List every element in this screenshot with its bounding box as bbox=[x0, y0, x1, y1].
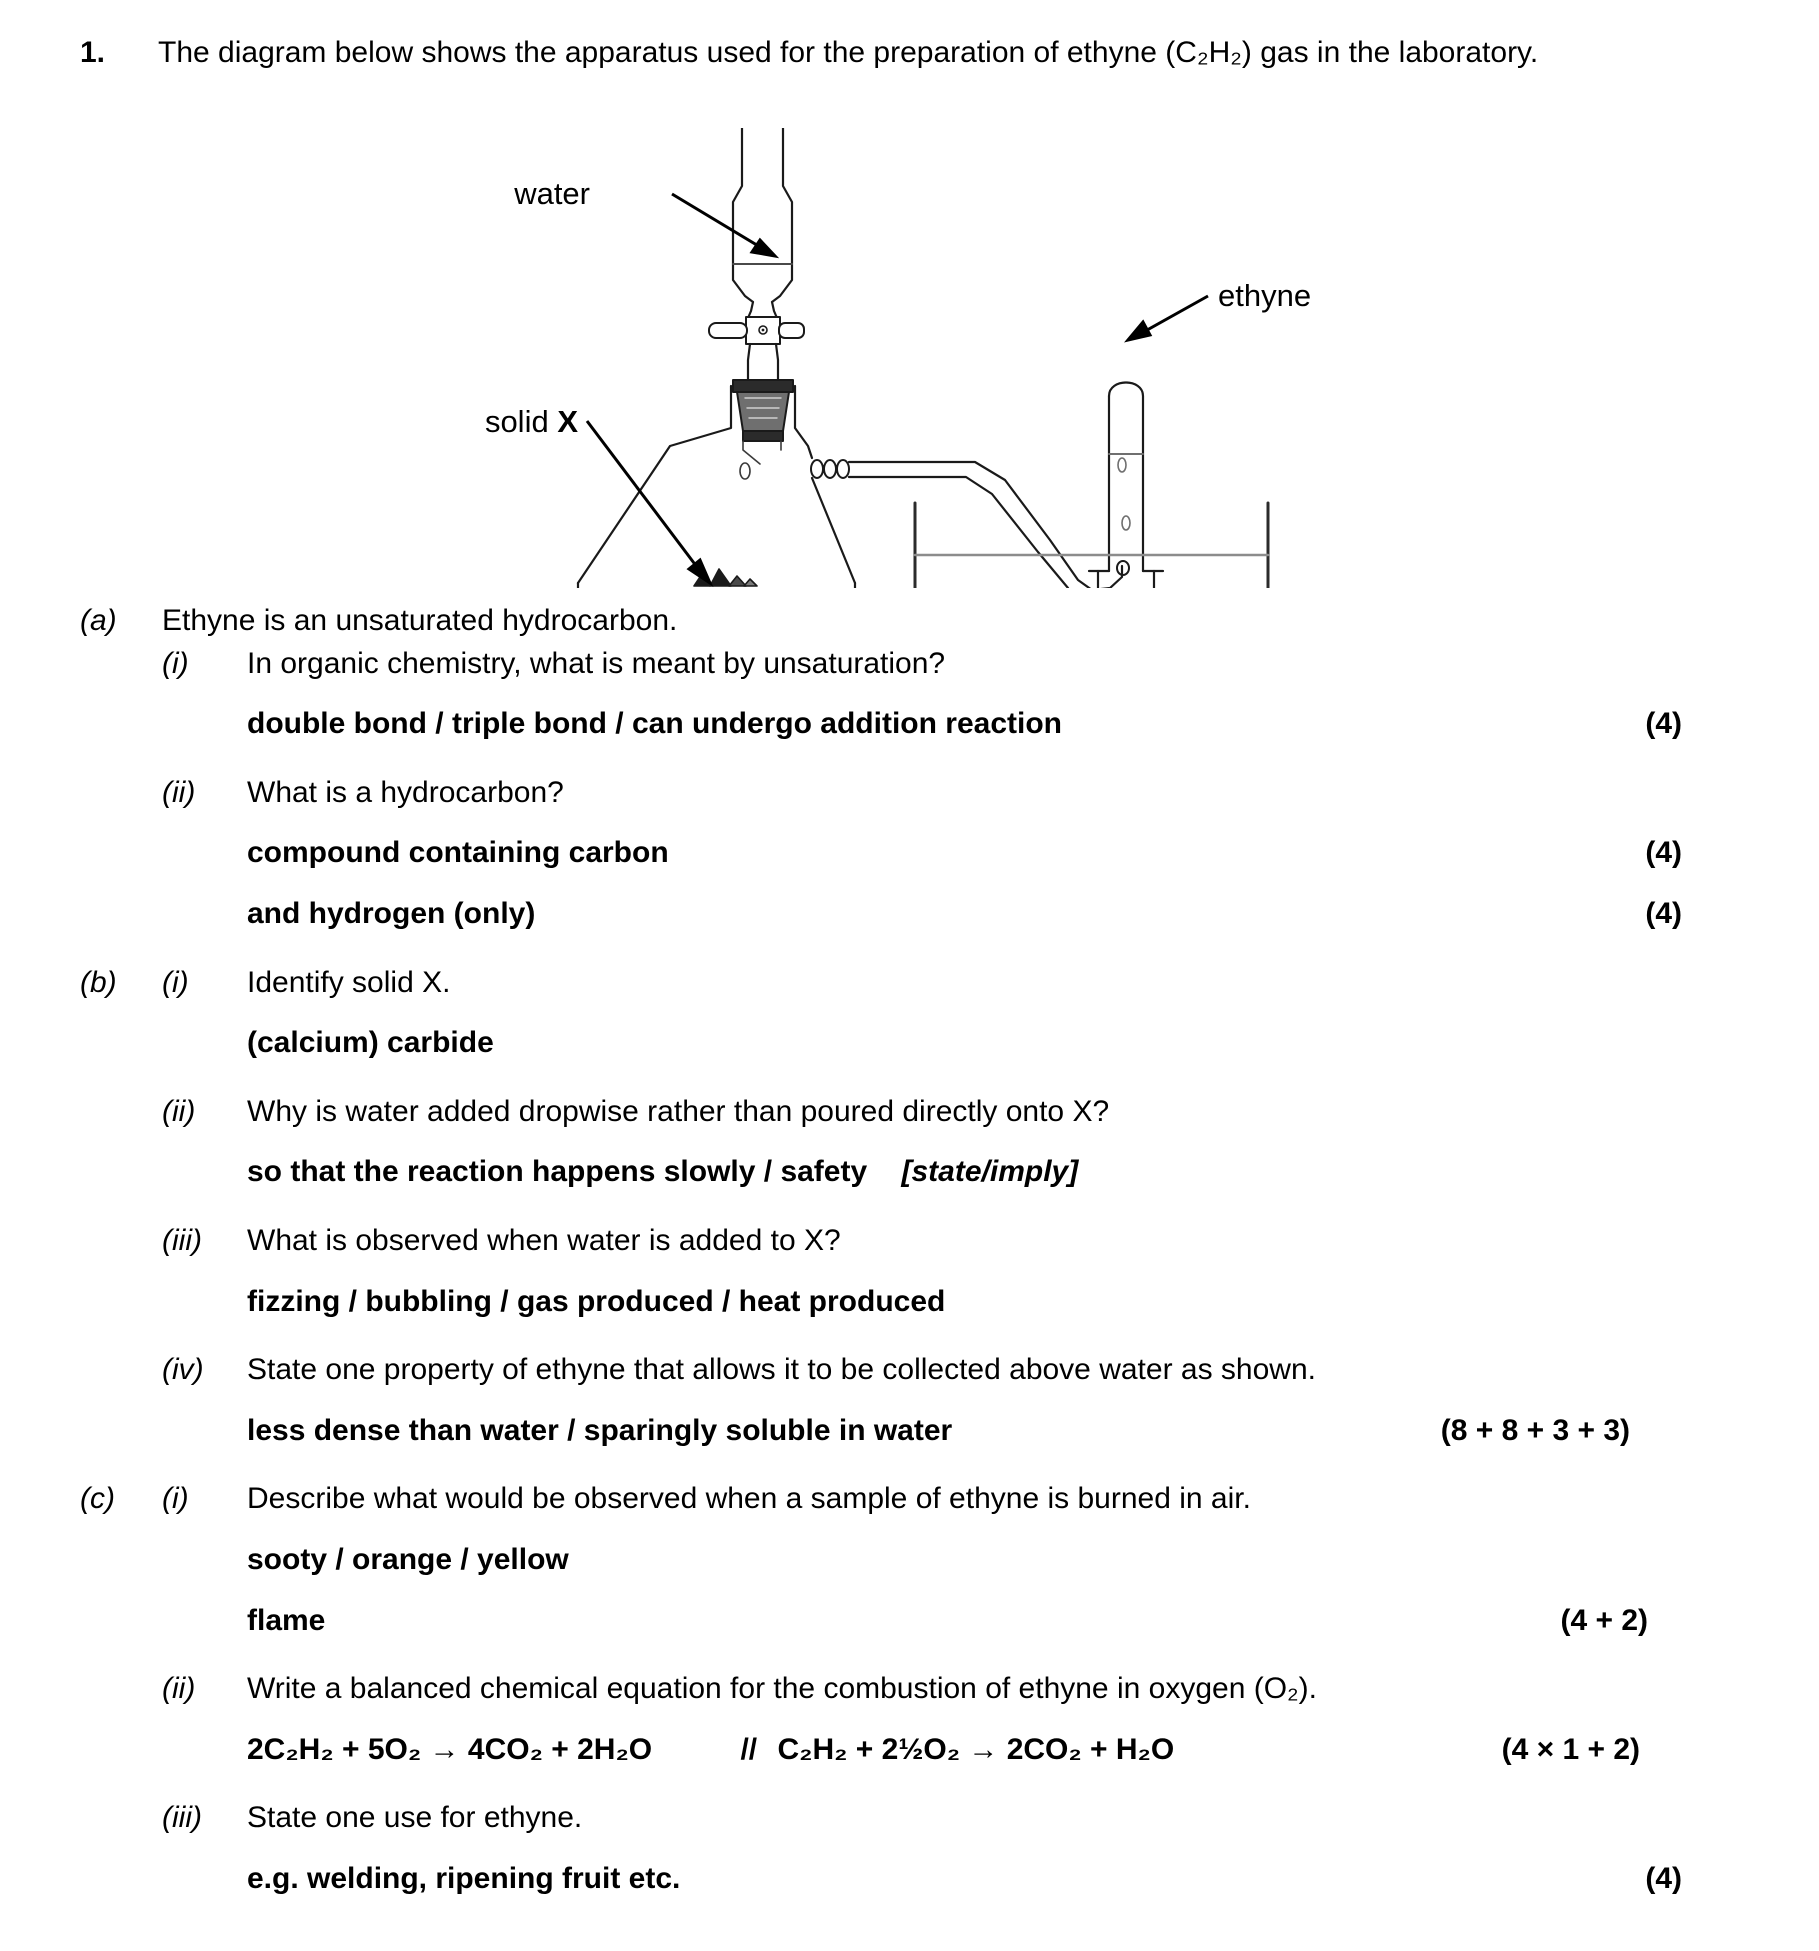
part-b-iii-question-row bbox=[80, 1220, 1740, 1263]
apparatus-diagram bbox=[0, 128, 1819, 588]
part-b-ii-answer-text: so that the reaction happens slowly / safety bbox=[247, 1155, 868, 1189]
part-b-iv-answer-row bbox=[80, 1410, 1740, 1453]
part-c-i-roman: (i) bbox=[162, 1482, 189, 1516]
delivery-tube-icon bbox=[811, 460, 1129, 588]
answer-body bbox=[80, 600, 1740, 1900]
part-c-ii-equation-row bbox=[80, 1729, 1740, 1772]
part-b-ii-answer-note: [state/imply] bbox=[901, 1155, 1079, 1189]
part-b-ii-roman: (ii) bbox=[162, 1094, 196, 1128]
part-b-i-roman: (i) bbox=[162, 965, 189, 999]
part-c-ii-question: Write a balanced chemical equation for the combustion of ethyne in oxygen (O₂). bbox=[247, 1672, 1318, 1706]
part-a-ii-answer1-marks: (4) bbox=[1645, 836, 1682, 870]
part-c-iii-answer: e.g. welding, ripening fruit etc. bbox=[247, 1861, 681, 1895]
part-c-ii-marks: (4 × 1 + 2) bbox=[1501, 1732, 1640, 1766]
rubber-stopper-icon bbox=[733, 380, 793, 441]
part-c-iii-question: State one use for ethyne. bbox=[247, 1801, 583, 1835]
part-b-iv-marks: (8 + 8 + 3 + 3) bbox=[1440, 1413, 1630, 1447]
figure-label-water: water bbox=[514, 176, 590, 211]
part-a-i-answer-row bbox=[80, 703, 1740, 746]
part-c-i-question-row bbox=[80, 1478, 1740, 1521]
part-b-ii-answer bbox=[247, 1151, 1740, 1194]
dropping-funnel-icon bbox=[733, 128, 792, 318]
question-stem-text: The diagram below shows the apparatus used for the preparation of ethyne (C₂H₂) gas in the laboratory. bbox=[158, 36, 1539, 69]
part-a-i-answer: double bond / triple bond / can undergo addition reaction bbox=[247, 707, 1062, 741]
part-a-ii-answer2-marks: (4) bbox=[1645, 896, 1682, 930]
part-b-iv-roman: (iv) bbox=[162, 1353, 204, 1387]
part-a-i-question: In organic chemistry, what is meant by unsaturation? bbox=[247, 646, 946, 680]
part-b-iii-answer-row bbox=[80, 1281, 1740, 1324]
part-b-iii-roman: (iii) bbox=[162, 1223, 202, 1257]
part-a-i-marks: (4) bbox=[1645, 707, 1682, 741]
part-b-iii-answer: fizzing / bubbling / gas produced / heat produced bbox=[247, 1284, 946, 1318]
figure-label-ethyne: ethyne bbox=[1218, 278, 1312, 313]
part-a-ii-roman: (ii) bbox=[162, 775, 196, 809]
figure-label-solid-x: solid X bbox=[484, 404, 578, 439]
part-c-i-marks: (4 + 2) bbox=[1560, 1603, 1648, 1637]
part-b-ii-question-row bbox=[80, 1091, 1740, 1134]
part-c-iii-question-row bbox=[80, 1797, 1740, 1840]
water-trough-icon bbox=[915, 503, 1268, 588]
part-b-ii-answer-row bbox=[80, 1151, 1740, 1194]
apparatus-diagram-svg bbox=[0, 128, 1819, 588]
part-b-i-answer: (calcium) carbide bbox=[247, 1026, 494, 1060]
equation-separator: // bbox=[740, 1732, 758, 1766]
part-b-iv-answer: less dense than water / sparingly soluble in water bbox=[247, 1413, 953, 1447]
part-c-i-answer1: sooty / orange / yellow bbox=[247, 1542, 569, 1576]
question-stem-row bbox=[80, 32, 1700, 75]
gas-jar-icon bbox=[1089, 383, 1163, 589]
equation-primary: 2C₂H₂ + 5O₂ → 4CO₂ + 2H₂O bbox=[247, 1732, 653, 1766]
part-c-ii-roman: (ii) bbox=[162, 1672, 196, 1706]
part-b-letter: (b) bbox=[80, 965, 117, 999]
part-c-iii-roman: (iii) bbox=[162, 1801, 202, 1835]
part-a-ii-answer2-row bbox=[80, 893, 1740, 936]
part-c-letter: (c) bbox=[80, 1482, 115, 1516]
part-a-letter: (a) bbox=[80, 604, 117, 637]
stopcock-tap-icon bbox=[709, 317, 804, 380]
part-c-i-answer2: flame bbox=[247, 1603, 326, 1637]
part-a-ii-answer1: compound containing carbon bbox=[247, 836, 669, 870]
part-a-i-question-row bbox=[80, 643, 1740, 686]
part-a-stem-row bbox=[80, 600, 1740, 643]
part-b-iv-question-row bbox=[80, 1349, 1740, 1392]
part-b-iii-question: What is observed when water is added to X? bbox=[247, 1223, 841, 1257]
part-c-i-answer1-row bbox=[80, 1539, 1740, 1582]
part-a-ii-question: What is a hydrocarbon? bbox=[247, 775, 564, 809]
part-c-iii-marks: (4) bbox=[1645, 1861, 1682, 1895]
part-a-ii-answer1-row bbox=[80, 832, 1740, 875]
part-a-ii-answer2: and hydrogen (only) bbox=[247, 896, 536, 930]
part-c-i-question: Describe what would be observed when a sample of ethyne is burned in air. bbox=[247, 1482, 1251, 1516]
part-a-i-roman: (i) bbox=[162, 646, 189, 680]
conical-flask-icon bbox=[578, 386, 855, 588]
diagram-leader-lines bbox=[587, 194, 1208, 583]
part-c-i-answer2-row bbox=[80, 1600, 1740, 1643]
part-b-ii-question: Why is water added dropwise rather than poured directly onto X? bbox=[247, 1094, 1110, 1128]
part-c-iii-answer-row bbox=[80, 1858, 1740, 1901]
part-a-stem: Ethyne is an unsaturated hydrocarbon. bbox=[162, 604, 678, 637]
question-number: 1. bbox=[80, 36, 106, 69]
part-b-iv-question: State one property of ethyne that allows it to be collected above water as shown. bbox=[247, 1353, 1316, 1387]
equation-alternative: C₂H₂ + 2½O₂ → 2CO₂ + H₂O bbox=[777, 1732, 1175, 1766]
part-a-ii-question-row bbox=[80, 772, 1740, 815]
part-b-i-question-row bbox=[80, 962, 1740, 1005]
part-b-i-question: Identify solid X. bbox=[247, 965, 451, 999]
part-b-i-answer-row bbox=[80, 1022, 1740, 1065]
part-c-ii-question-row bbox=[80, 1668, 1740, 1711]
